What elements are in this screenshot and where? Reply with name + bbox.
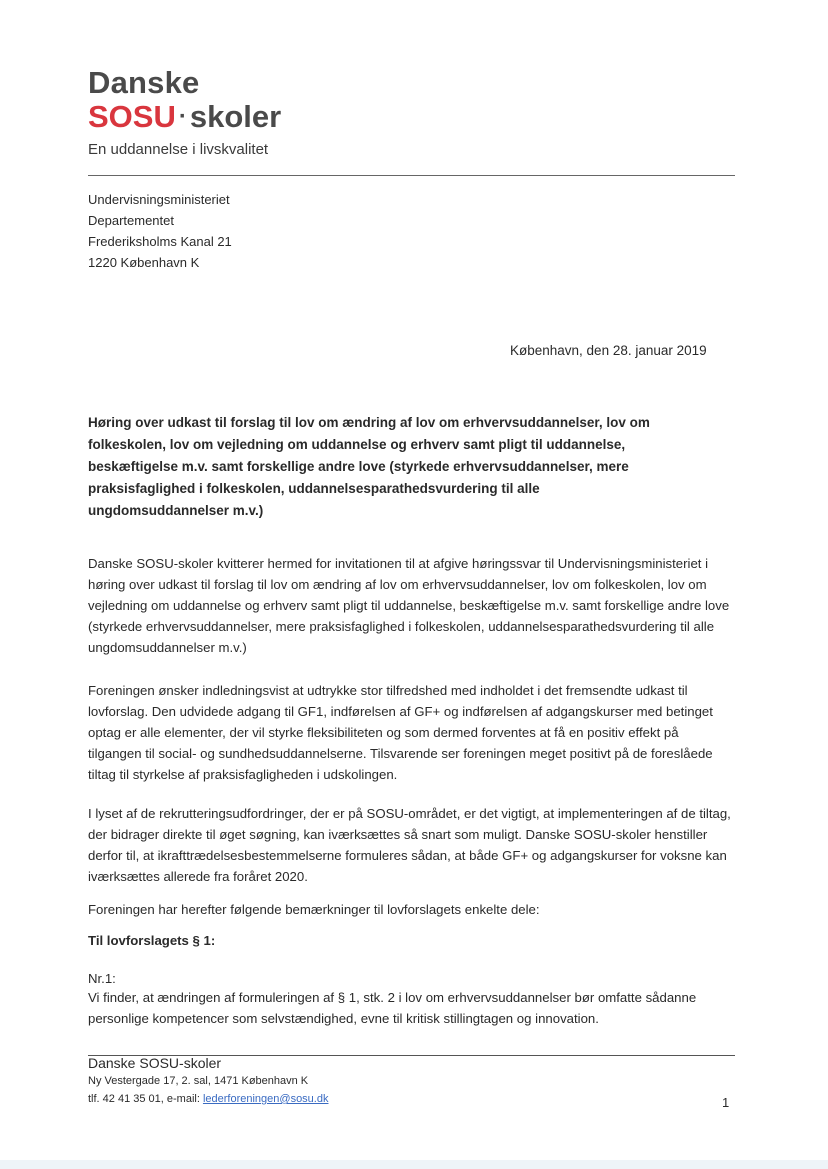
recipient-address: [88, 189, 232, 273]
body-paragraph: Foreningen har herefter følgende bemærkninger til lovforslagets enkelte dele:: [88, 902, 540, 917]
footer-address: Ny Vestergade 17, 2. sal, 1471 København K: [88, 1075, 309, 1087]
logo-dot: ·: [178, 103, 187, 130]
logo-sosu: SOSU: [88, 99, 176, 134]
recipient-line: Frederiksholms Kanal 21: [88, 234, 232, 249]
footer-phone: tlf. 42 41 35 01, e-mail:: [88, 1093, 203, 1105]
body-paragraph: I lyset af de rekrutteringsudfordringer, der er på SOSU-området, er det vigtigt, at implementeringen af de tiltag, der bidrager direkte til øget søgning, kan iværksættes så snart som muligt. Danske SOSU-skoler henstiller derfor til, at ikrafttrædelsesbestemmelserne formuleres sådan, at både GF+ og adgangskurser for voksne kan iværksættes allerede fra foråret 2020.: [88, 806, 731, 884]
letter-date: København, den 28. januar 2019: [510, 343, 707, 358]
item-label: Nr.1:: [88, 971, 116, 986]
logo-tagline: En uddannelse i livskvalitet: [88, 141, 269, 158]
body-paragraph: Foreningen ønsker indledningsvist at udtrykke stor tilfredshed med indholdet i det fremsendte udkast til lovforslag. Den udvidede adgang til GF1, indførelsen af GF+ og indførelsen af adgangskurser med betinget optag er alle elementer, der vil styrke fleksibiliteten og som dermed forventes at få en positiv effekt på tilgangen til social- og sundhedsuddannelserne. Tilsvarende ser foreningen meget positivt på de foreslåede tiltag til styrkelse af praksisfagligheden i udskolingen.: [88, 683, 713, 782]
recipient-line: 1220 København K: [88, 255, 200, 270]
footer-contact: [88, 1093, 328, 1105]
logo-skoler: skoler: [189, 99, 282, 134]
logo: [88, 66, 281, 158]
body-paragraph: Danske SOSU-skoler kvitterer hermed for invitationen til at afgive høringssvar til Undervisningsministeriet i høring over udkast til forslag til lov om ændring af lov om erhvervsuddannelser, lov om folkeskolen, lov om vejledning om uddannelse og erhverv samt pligt til uddannelse, beskæftigelse m.v. samt forskellige andre love (styrkede erhvervsuddannelser, mere praksisfaglighed i folkeskolen, uddannelsesparathedsvurdering til alle ungdomsuddannelser m.v.): [88, 556, 730, 655]
scan-edge: [0, 1160, 828, 1169]
logo-danske: Danske: [88, 65, 200, 100]
logo-sosu-skoler: [88, 100, 281, 137]
footer-email-link[interactable]: lederforeningen@sosu.dk: [202, 1093, 329, 1105]
item-text: Vi finder, at ændringen af formuleringen af § 1, stk. 2 i lov om erhvervsuddannelser bør omfatte sådanne personlige kompetencer som selvstændighed, evne til kritisk stillingtagen og innovation.: [88, 990, 697, 1026]
page-number: 1: [722, 1095, 730, 1110]
recipient-line: Departementet: [88, 213, 174, 228]
letter-subject: Høring over udkast til forslag til lov om ændring af lov om erhvervsuddannelser, lov om folkeskolen, lov om vejledning om uddannelse og erhverv samt pligt til uddannelse, beskæftigelse m.v. samt forskellige andre love (styrkede erhvervsuddannelser, mere praksisfaglighed i folkeskolen, uddannelsesparathedsvurdering til alle ungdomsuddannelser m.v.): [88, 415, 650, 518]
footer-org: Danske SOSU-skoler: [88, 1055, 222, 1071]
header-divider: [88, 175, 735, 176]
recipient-line: Undervisningsministeriet: [88, 192, 230, 207]
section-heading: Til lovforslagets § 1:: [88, 933, 216, 948]
